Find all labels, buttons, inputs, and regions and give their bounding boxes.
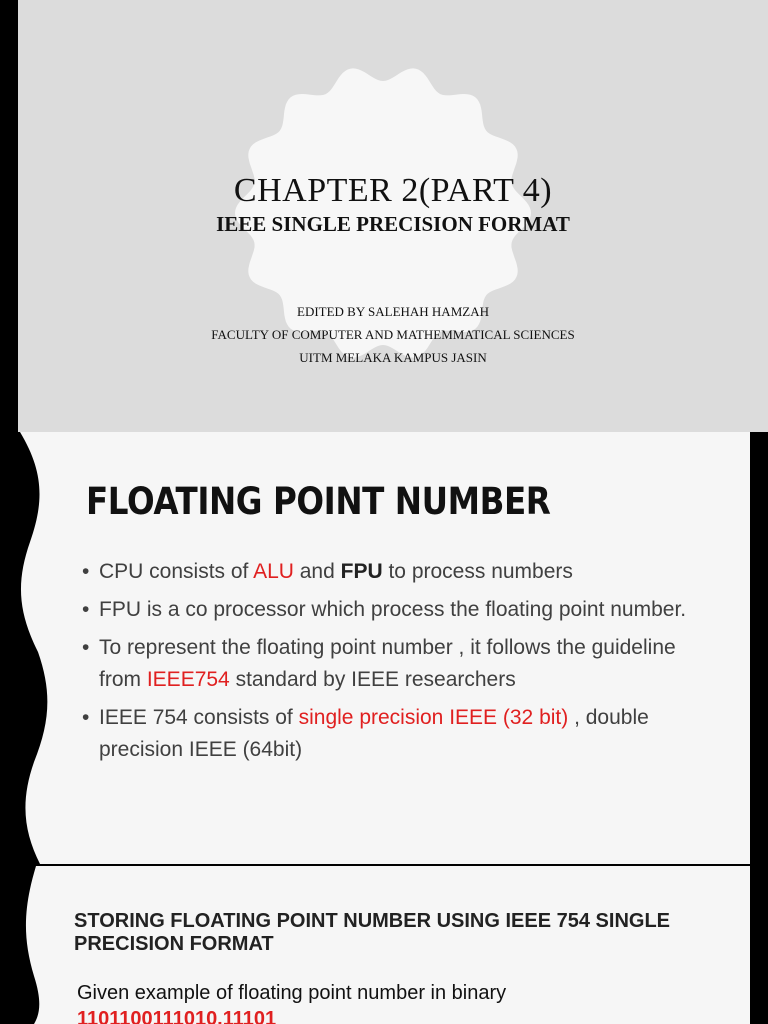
slide-title: STORING FLOATING POINT NUMBER USING IEEE 754 SINGLE PRECISION FORMAT (74, 910, 670, 955)
bullet-text: IEEE 754 consists of (99, 706, 299, 729)
highlight-alu: ALU (253, 560, 294, 583)
bullet-text: To represent the floating point number , it follows the guideline from (99, 636, 676, 691)
highlight-ieee754: IEEE754 (146, 668, 230, 691)
slide-title: FLOATING POINT NUMBER (86, 480, 551, 523)
bullet-text: and (293, 560, 341, 583)
chapter-title: CHAPTER 2(PART 4) (233, 172, 553, 209)
wavy-left-border (0, 432, 60, 864)
bullet-text: FPU is a co processor which process the floating point number. (99, 598, 687, 621)
storing-format-slide (0, 866, 768, 1024)
bullet-item (82, 556, 722, 588)
example-text: Given example of floating point number in binary (77, 982, 507, 1004)
bullet-marker: • (82, 598, 90, 621)
title-slide (0, 0, 768, 432)
bullet-marker: • (82, 706, 90, 729)
floating-point-slide (0, 432, 768, 864)
bullet-text: to process numbers (382, 560, 573, 583)
highlight-fpu: FPU (340, 560, 383, 583)
credit-campus: UITM MELAKA KAMPUS JASIN (299, 350, 487, 365)
highlight-single-precision: single precision IEEE (32 bit) (298, 706, 569, 729)
bullet-text: standard by IEEE researchers (229, 668, 516, 691)
bullet-item (82, 594, 722, 626)
bullet-text: , double precision IEEE (64bit) (99, 706, 649, 761)
credit-faculty: FACULTY OF COMPUTER AND MATHEMMATICAL SCIENCES (211, 327, 575, 342)
credit-editor: EDITED BY SALEHAH HAMZAH (297, 304, 489, 319)
chapter-subtitle: IEEE SINGLE PRECISION FORMAT (216, 212, 570, 236)
bullet-item (82, 632, 722, 696)
bullet-text: CPU consists of (99, 560, 254, 583)
binary-example: 1101100111010.11101 (77, 1008, 277, 1024)
bullet-marker: • (82, 560, 90, 583)
bullet-item (82, 702, 722, 766)
bullet-list (82, 556, 722, 772)
wavy-left-border (0, 866, 60, 1024)
bullet-marker: • (82, 636, 90, 659)
